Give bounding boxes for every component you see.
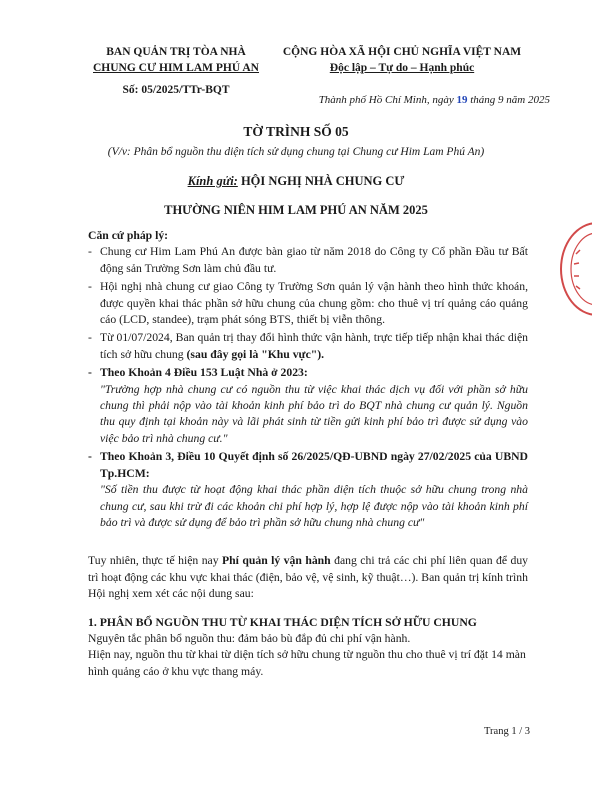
- national-header: [270, 44, 534, 76]
- seal-ring-icon: [562, 224, 592, 314]
- recipient-name: HỘI NGHỊ NHÀ CHUNG CƯ: [240, 174, 405, 188]
- list-item-text: Chung cư Him Lam Phú An được bàn giao từ năm 2018 do Công ty Cổ phần Đầu tư Bất động sản Trường Sơn làm chủ đầu tư.: [100, 245, 528, 275]
- paragraph-text: đang chi trả các chi phí liên quan để duy trì hoạt động các khu vực khai thác (điện, bảo vệ, vệ sinh, kỹ thuật…). Ban quản trị kính trình Hội nghị xem xét các nội dung sau:: [88, 554, 529, 601]
- document-subject: (V/v: Phân bổ nguồn thu diện tích sử dụng chung tại Chung cư Him Lam Phú An): [107, 146, 485, 158]
- bullet-dash: -: [88, 331, 92, 345]
- list-item-heading: Theo Khoản 3, Điều 10 Quyết định số 26/2025/QĐ-UBND ngày 27/02/2025 của UBND Tp.HCM:: [100, 450, 528, 480]
- place-date: [150, 94, 550, 106]
- list-item-text-part: Từ 01/07/2024, Ban quản trị thay đổi hình thức vận hành, trực tiếp tiếp nhận khai thác diện tích sở hữu chung: [100, 331, 528, 361]
- bullet-dash: -: [88, 280, 92, 294]
- list-item-text-bold: (sau đây gọi là "Khu vực").: [186, 347, 325, 361]
- legal-quote: "Số tiền thu được từ hoạt động khai thác phần diện tích thuộc sở hữu chung trong nhà chung cư, sau khi trừ đi các khoản chi phí hợp lý, hợp lệ được nộp vào tài khoản kinh phí bảo trì và được sử dụng để bảo trì phần sở hữu chung nhà chung cư": [100, 483, 528, 529]
- list-item-text: [100, 330, 528, 363]
- document-body: [88, 228, 528, 680]
- list-item-text: Hội nghị nhà chung cư giao Công ty Trường Sơn quản lý vận hành theo hình thức khoán, được quyền khai thác phần sở hữu chung của chung gồm: cho thuê vị trí quảng cáo quảng cáo (LCD, standee), trạm phát sóng BTS, thiết bị viễn thông.: [100, 280, 528, 327]
- org-name-line2: CHUNG CƯ HIM LAM PHÚ AN: [93, 62, 259, 74]
- list-item: [88, 365, 528, 381]
- paragraph-bold: Phí quản lý vận hành: [222, 554, 331, 568]
- paragraph-text: Tuy nhiên, thực tế hiện nay: [88, 554, 219, 568]
- national-motto: Độc lập – Tự do – Hạnh phúc: [329, 62, 475, 74]
- bullet-dash: -: [88, 366, 92, 380]
- body-line: Nguyên tắc phân bổ nguồn thu: đảm bảo bù đắp đủ chi phí vận hành.: [88, 631, 411, 645]
- list-item: [88, 244, 528, 277]
- list-item: [88, 279, 528, 328]
- org-name-line1: BAN QUẢN TRỊ TÒA NHÀ: [106, 46, 246, 58]
- legal-basis-heading: Căn cứ pháp lý:: [88, 229, 169, 242]
- national-title: CỘNG HÒA XÃ HỘI CHỦ NGHĨA VIỆT NAM: [282, 46, 522, 58]
- page-number: Trang 1 / 3: [484, 726, 530, 737]
- bullet-dash: -: [88, 245, 92, 259]
- date-suffix: tháng 9 năm 2025: [470, 94, 550, 106]
- body-paragraph: [88, 553, 528, 602]
- date-prefix: Thành phố Hồ Chí Minh, ngày: [318, 94, 454, 106]
- organization-header: [76, 44, 276, 98]
- section-heading: 1. PHÂN BỔ NGUỒN THU TỪ KHAI THÁC DIỆN TÍCH SỞ HỮU CHUNG: [88, 615, 477, 629]
- red-seal-stamp: [560, 222, 592, 316]
- list-item: [88, 449, 528, 482]
- legal-quote: "Trường hợp nhà chung cư có nguồn thu từ việc khai thác dịch vụ đối với phần sở hữu chung thì phải nộp vào tài khoản kinh phí bảo trì do BQT nhà chung cư quản lý. Nguồn thu quy định tại khoản này và lãi phát sinh từ tiền gửi kinh phí bảo trì được sử dụng vào việc bảo trì nhà chung cư.": [100, 382, 528, 445]
- recipient-line1: [0, 174, 592, 189]
- list-item: [88, 330, 528, 363]
- recipient-label: Kính gửi:: [187, 174, 238, 188]
- body-line: Hiện nay, nguồn thu từ khai từ diện tích sở hữu chung từ nguồn thu cho thuê vị trí đặt 14 màn hình quảng cáo ở khu vực thang máy.: [88, 648, 526, 678]
- document-number: Số: 05/2025/TTr-BQT: [122, 84, 230, 96]
- bullet-dash: -: [88, 450, 92, 464]
- date-day: 19: [456, 94, 468, 106]
- recipient-line2: THƯỜNG NIÊN HIM LAM PHÚ AN NĂM 2025: [164, 203, 428, 217]
- document-title: TỜ TRÌNH SỐ 05: [243, 124, 349, 139]
- list-item-heading: Theo Khoản 4 Điều 153 Luật Nhà ở 2023:: [100, 366, 308, 380]
